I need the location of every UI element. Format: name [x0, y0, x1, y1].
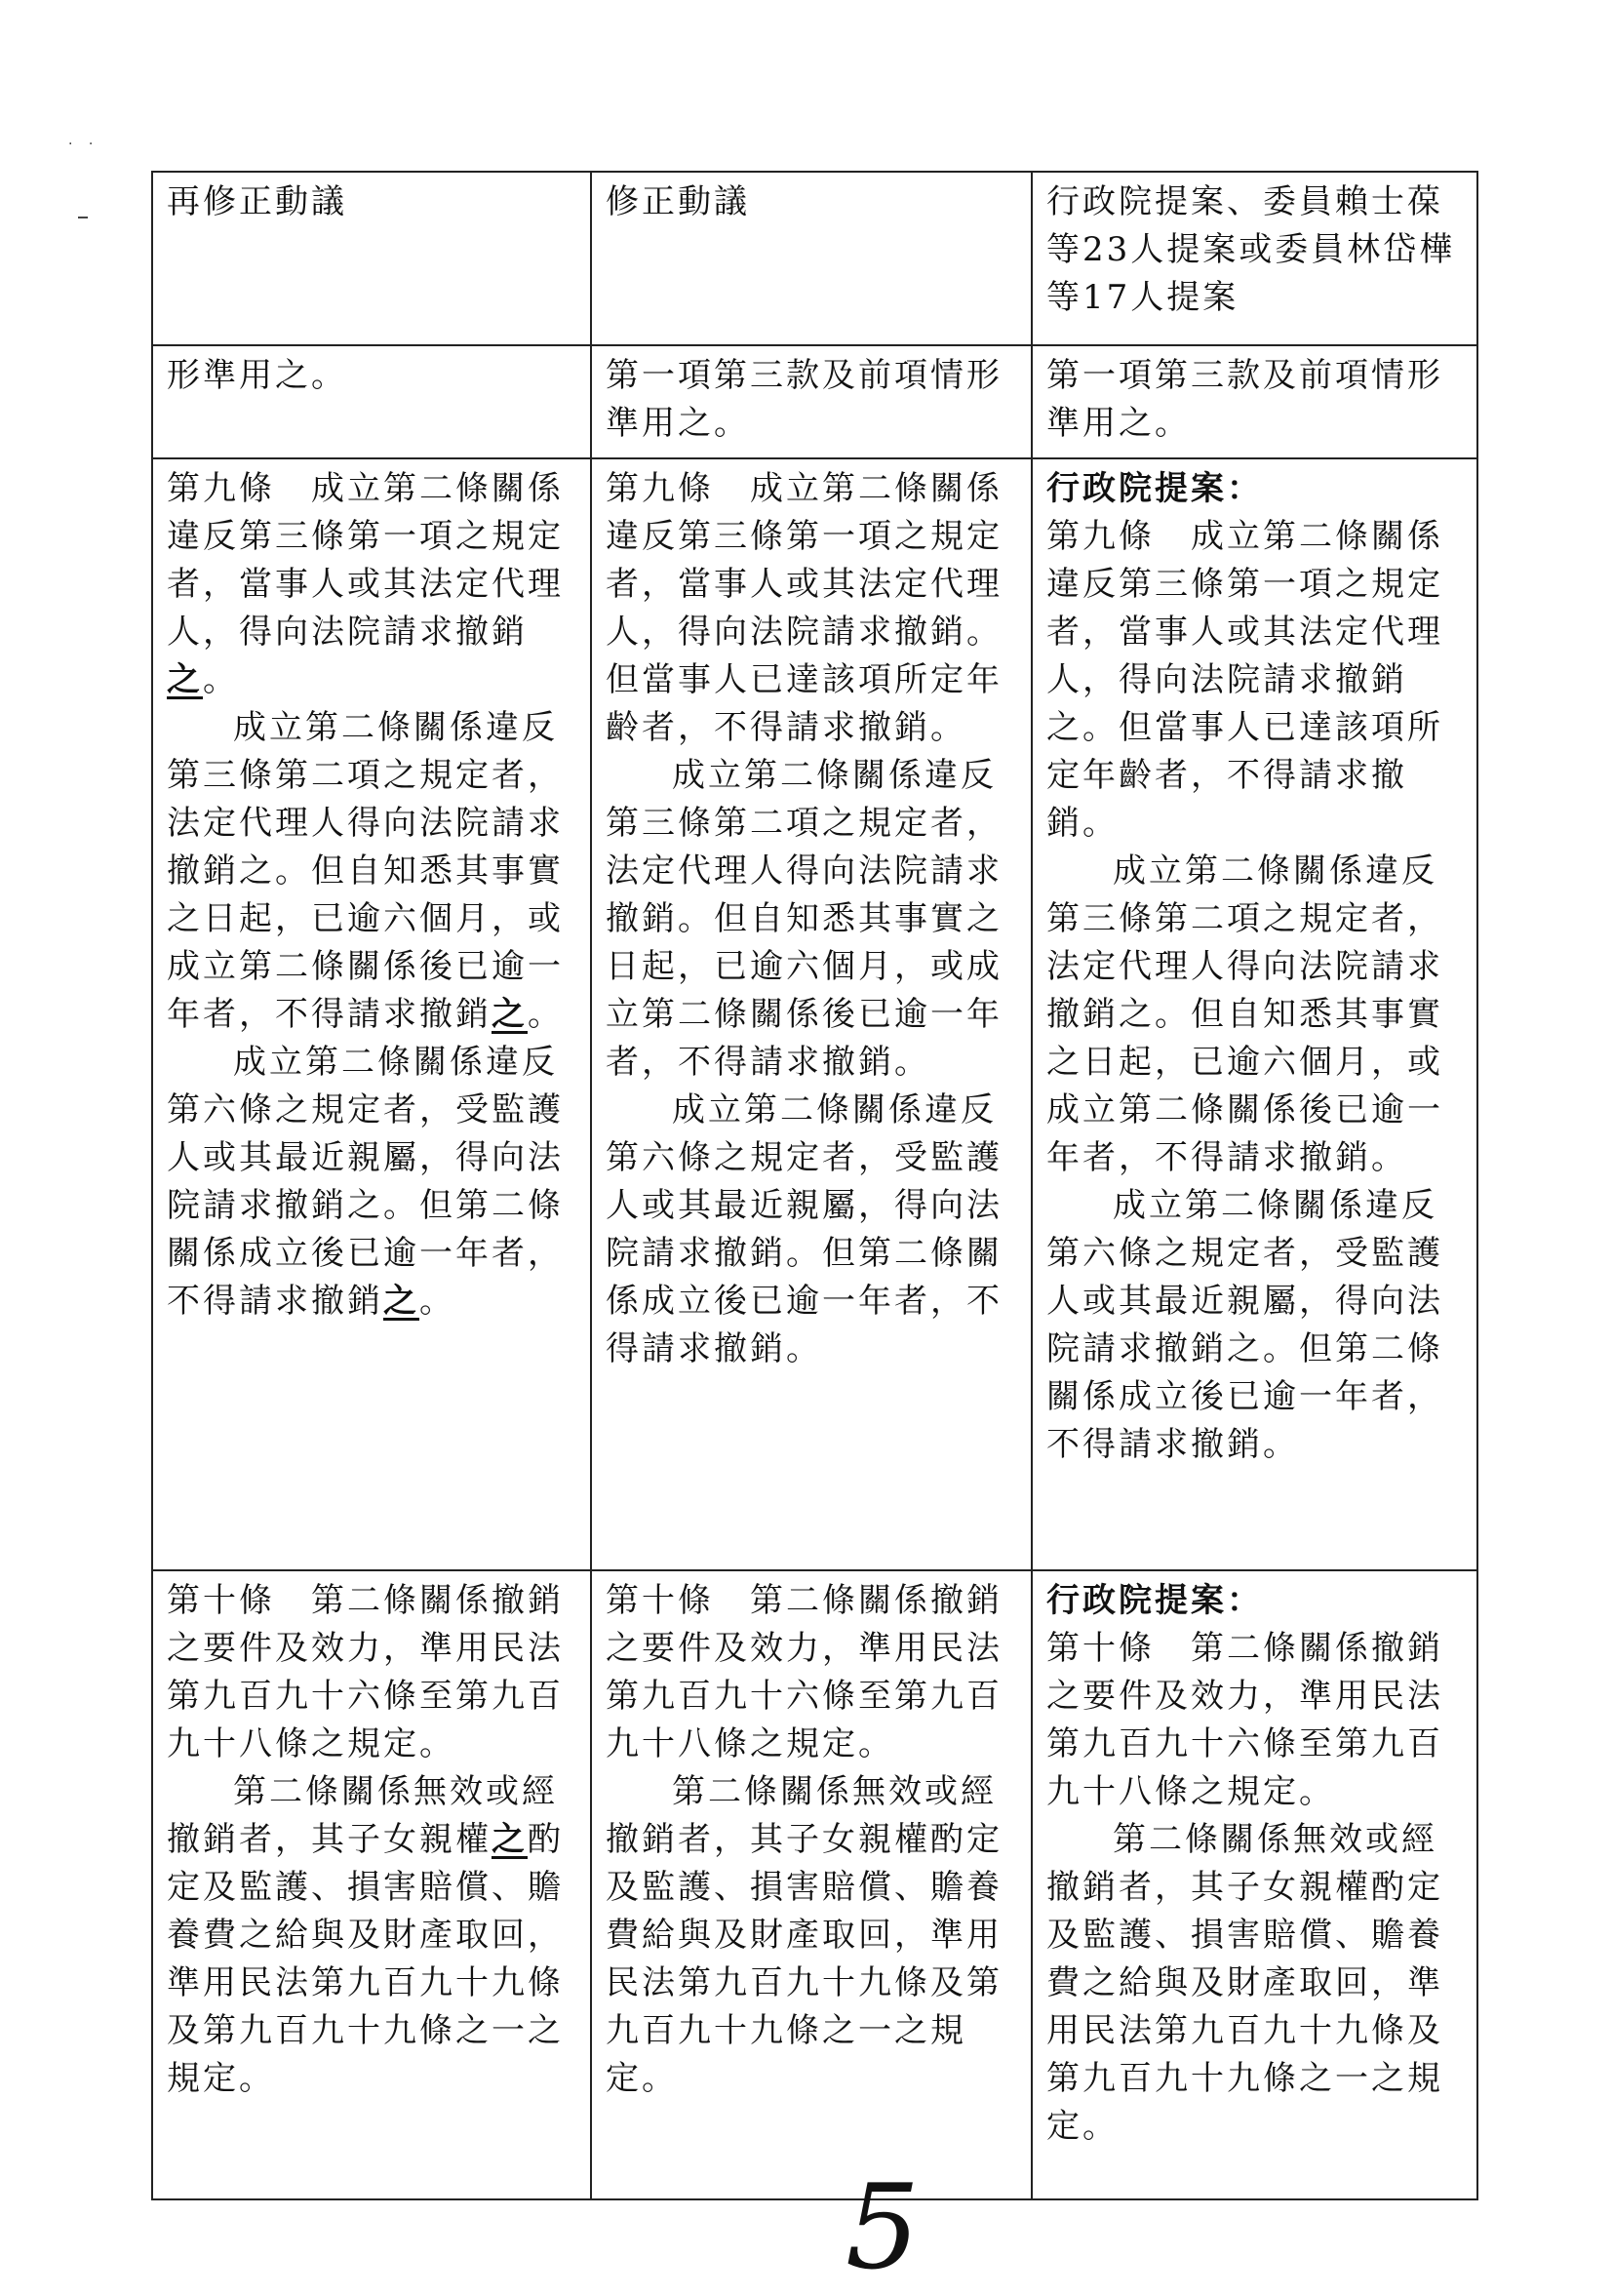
text: 酌定及監護、損害賠償、贍養費之給與及財產取回，準用民法第九百九十九條及第九百九十九條之一之規定。	[167, 1820, 564, 2098]
underlined-text: 之	[383, 1282, 419, 1321]
text: 成立第二條關係違反第六條之規定者，受監護人或其最近親屬，得向法院請求撤銷之。但第二條關係成立後已逾一年者，不得請求撤銷	[167, 1043, 564, 1321]
table-cell	[591, 1570, 1032, 2199]
table-cell	[1032, 458, 1477, 1570]
header-cell-revised-amendment	[152, 172, 591, 345]
scan-dash-mark	[78, 217, 88, 218]
paragraph	[167, 704, 580, 1039]
table-cell	[1032, 345, 1477, 458]
table-cell	[152, 458, 591, 1570]
header-text: 修正動議	[606, 182, 750, 221]
text: 成立第二條關係違反第三條第二項之規定者，法定代理人得向法院請求撤銷之。但自知悉其事實之日起，已逾六個月，或成立第二條關係後已逾一年者，不得請求撤銷	[167, 708, 564, 1034]
text: 第二條關係無效或經撤銷者，其子女親權	[167, 1772, 558, 1859]
table-row	[152, 1570, 1477, 2199]
paragraph: 第二條關係無效或經撤銷者，其子女親權酌定及監護、損害賠償、贍養費之給與及財產取回，準用民法第九百九十九條及第九百九十九條之一之規定。	[1046, 1820, 1443, 2146]
text: 第九條 成立第二條關係違反第三條第一項之規定者，當事人或其法定代理人，得向法院請求撤銷	[167, 469, 564, 652]
header-text: 行政院提案、委員賴士葆等23人提案或委員林岱樺等17人提案	[1046, 182, 1456, 317]
comparison-table	[151, 171, 1478, 2200]
table-row	[152, 345, 1477, 458]
table-cell	[1032, 1570, 1477, 2199]
table-header-row	[152, 172, 1477, 345]
paragraph: 形準用之。	[167, 356, 347, 395]
scan-marks: · ·	[68, 137, 99, 152]
text: 。	[419, 1282, 455, 1321]
paragraph: 第九條 成立第二條關係違反第三條第一項之規定者，當事人或其法定代理人，得向法院請求撤銷。但當事人已達該項所定年齡者，不得請求撤銷。	[606, 469, 1003, 747]
header-cell-amendment	[591, 172, 1032, 345]
paragraph: 第二條關係無效或經撤銷者，其子女親權酌定及監護、損害賠償、贍養費給與及財產取回，準用民法第九百九十九條及第九百九十九條之一之規定。	[606, 1772, 1003, 2098]
paragraph: 成立第二條關係違反第三條第二項之規定者，法定代理人得向法院請求撤銷之。但自知悉其事實之日起，已逾六個月，或成立第二條關係後已逾一年者，不得請求撤銷。	[1046, 851, 1443, 1177]
paragraph: 第九條 成立第二條關係違反第三條第一項之規定者，當事人或其法定代理人，得向法院請求撤銷之。但當事人已達該項所定年齡者，不得請求撤銷。	[1046, 517, 1443, 843]
paragraph	[167, 465, 580, 704]
proposal-label: 行政院提案：	[1046, 1581, 1263, 1620]
paragraph: 成立第二條關係違反第六條之規定者，受監護人或其最近親屬，得向法院請求撤銷。但第二條關係成立後已逾一年者，不得請求撤銷。	[606, 1090, 1003, 1368]
paragraph: 第十條 第二條關係撤銷之要件及效力，準用民法第九百九十六條至第九百九十八條之規定。	[606, 1581, 1003, 1763]
text: 。	[203, 660, 239, 699]
paragraph: 第十條 第二條關係撤銷之要件及效力，準用民法第九百九十六條至第九百九十八條之規定。	[1046, 1629, 1443, 1811]
paragraph: 成立第二條關係違反第三條第二項之規定者，法定代理人得向法院請求撤銷。但自知悉其事實之日起，已逾六個月，或成立第二條關係後已逾一年者，不得請求撤銷。	[606, 756, 1003, 1082]
header-text: 再修正動議	[167, 182, 347, 221]
table-cell	[152, 1570, 591, 2199]
paragraph: 第十條 第二條關係撤銷之要件及效力，準用民法第九百九十六條至第九百九十八條之規定。	[167, 1581, 564, 1763]
header-cell-proposals	[1032, 172, 1477, 345]
page-number: 5	[845, 2160, 921, 2296]
table-cell	[591, 345, 1032, 458]
table-cell	[591, 458, 1032, 1570]
table-cell	[152, 345, 591, 458]
paragraph: 第一項第三款及前項情形準用之。	[606, 356, 1003, 443]
table-row	[152, 458, 1477, 1570]
text: 。	[528, 995, 564, 1034]
paragraph	[167, 1768, 580, 2103]
paragraph: 第一項第三款及前項情形準用之。	[1046, 356, 1443, 443]
proposal-label: 行政院提案：	[1046, 469, 1263, 508]
underlined-text: 之	[492, 995, 528, 1034]
underlined-text: 之	[167, 660, 203, 699]
underlined-text: 之	[492, 1820, 528, 1859]
paragraph	[167, 1039, 580, 1326]
paragraph: 成立第二條關係違反第六條之規定者，受監護人或其最近親屬，得向法院請求撤銷之。但第二條關係成立後已逾一年者，不得請求撤銷。	[1046, 1186, 1443, 1464]
